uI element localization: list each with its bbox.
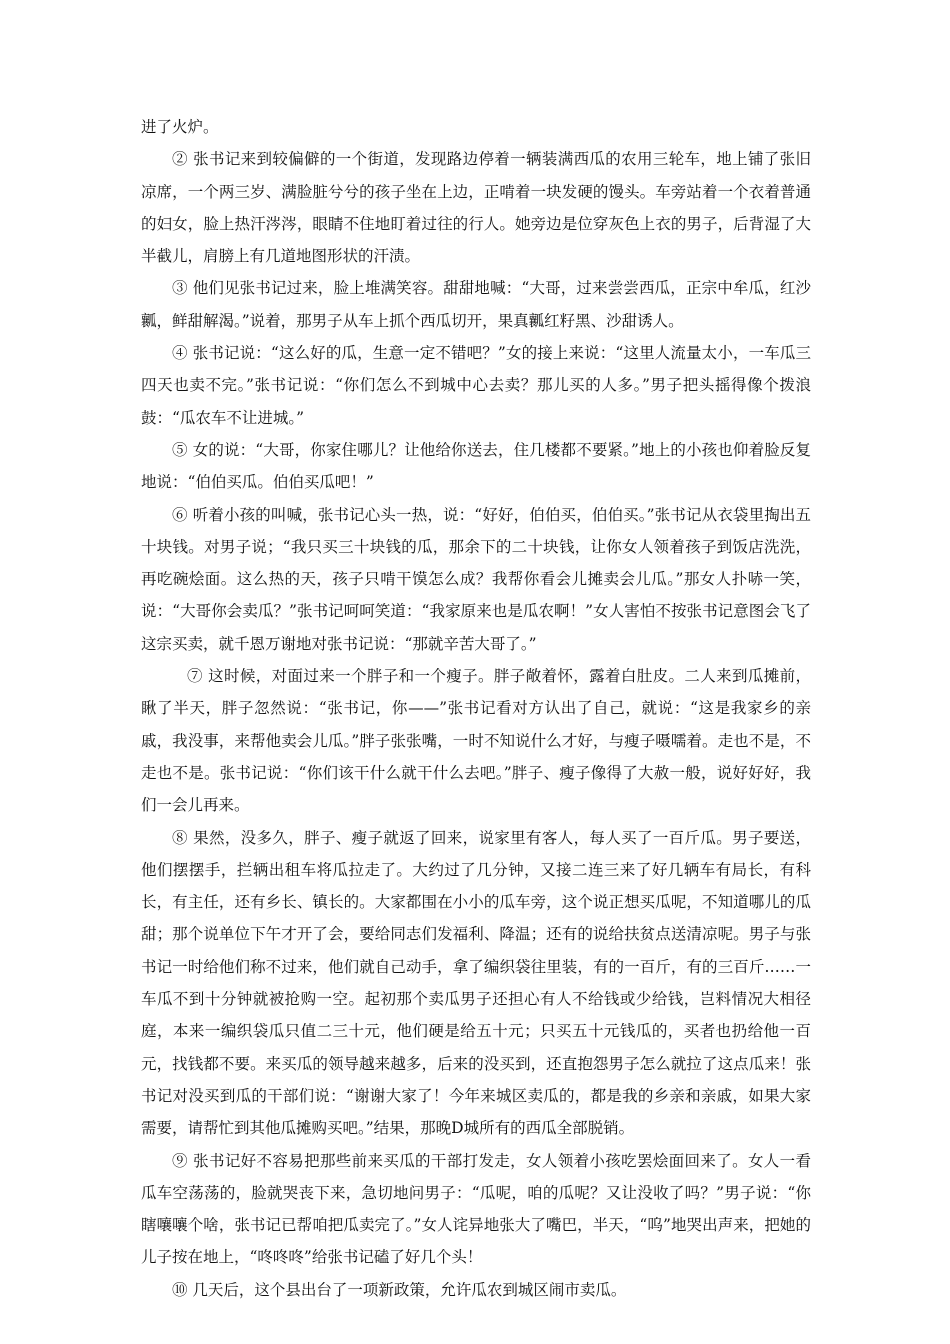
paragraph-3: ③ 他们见张书记过来，脸上堆满笑容。甜甜地喊：“大哥，过来尝尝西瓜，正宗中牟瓜，红沙瓤，鲜甜解渴。”说着，那男子从车上抓个西瓜切开，果真瓤红籽黑、沙甜诱人。 — [141, 279, 811, 330]
paragraph-continuation: 进了火炉。 — [141, 118, 219, 136]
story-text — [141, 111, 811, 1306]
paragraph-8: ⑧ 果然，没多久，胖子、瘦子就返了回来，说家里有客人，每人买了一百斤瓜。男子要送，他们摆摆手，拦辆出租车将瓜拉走了。大约过了几分钟，又接二连三来了好几辆车有局长，有科长，有主任，还有乡长、镇长的。大家都围在小小的瓜车旁，这个说正想买瓜呢，不知道哪儿的瓜甜；那个说单位下午才开了会，要给同志们发福利、降温；还有的说给扶贫点送清凉呢。男子与张书记一时给他们称不过来，他们就自己动手，拿了编织袋往里装，有的一百斤，有的三百斤……一车瓜不到十分钟就被抢购一空。起初那个卖瓜男子还担心有人不给钱或少给钱，岂料情况大相径庭，本来一编织袋瓜只值二三十元，他们硬是给五十元；只买五十元钱瓜的，买者也扔给他一百元，找钱都不要。来买瓜的领导越来越多，后来的没买到，还直抱怨男子怎么就拉了这点瓜来！张书记对没买到瓜的干部们说：“谢谢大家了！今年来城区卖瓜的，都是我的乡亲和亲戚，如果大家需要，请帮忙到其他瓜摊购买吧。”结果，那晚D城所有的西瓜全部脱销。 — [141, 828, 811, 1138]
paragraph-9: ⑨ 张书记好不容易把那些前来买瓜的干部打发走，女人领着小孩吃罢烩面回来了。女人一看瓜车空荡荡的，脸就哭丧下来，急切地问男子：“瓜呢，咱的瓜呢？又让没收了吗？”男子说：“你瞎嚷嚷个啥，张书记已帮咱把瓜卖完了。”女人诧异地张大了嘴巴，半天，“呜”地哭出声来，把她的儿子按在地上，“咚咚咚”给张书记磕了好几个头！ — [141, 1151, 811, 1267]
paragraph-6: ⑥ 听着小孩的叫喊，张书记心头一热，说：“好好，伯伯买，伯伯买。”张书记从衣袋里掏出五十块钱。对男子说；“我只买三十块钱的瓜，那余下的二十块钱，让你女人领着孩子到饭店洗洗，再吃碗烩面。这么热的天，孩子只啃干馍怎么成？我帮你看会儿摊卖会儿瓜。”那女人扑哧一笑，说：“大哥你会卖瓜？”张书记呵呵笑道：“我家原来也是瓜农啊！”女人害怕不按张书记意图会飞了这宗买卖，就千恩万谢地对张书记说：“那就辛苦大哥了。” — [141, 505, 811, 653]
paragraph-4: ④ 张书记说：“这么好的瓜，生意一定不错吧？”女的接上来说：“这里人流量太小，一车瓜三四天也卖不完。”张书记说：“你们怎么不到城中心去卖？那儿买的人多。”男子把头摇得像个拨浪鼓：“瓜农车不让进城。” — [141, 344, 811, 427]
paragraph-10: ⑩ 几天后，这个县出台了一项新政策，允许瓜农到城区闹市卖瓜。 — [172, 1280, 627, 1299]
paragraph-5: ⑤ 女的说：“大哥，你家住哪儿？让他给你送去，住几楼都不要紧。”地上的小孩也仰着脸反复地说：“伯伯买瓜。伯伯买瓜吧！” — [141, 440, 811, 492]
paragraph-2: ② 张书记来到较偏僻的一个街道，发现路边停着一辆装满西瓜的农用三轮车，地上铺了张旧凉席，一个两三岁、满脸脏兮兮的孩子坐在上边，正啃着一块发硬的馒头。车旁站着一个衣着普通的妇女，脸上热汗涔涔，眼睛不住地盯着过往的行人。她旁边是位穿灰色上衣的男子，后背湿了大半截儿，肩膀上有几道地图形状的汗渍。 — [141, 150, 811, 266]
paragraph-7: ⑦ 这时候，对面过来一个胖子和一个瘦子。胖子敞着怀，露着白肚皮。二人来到瓜摊前，瞅了半天，胖子忽然说：“张书记，你——”张书记看对方认出了自己，就说：“这是我家乡的亲戚，我没事，来帮他卖会儿瓜。”胖子张张嘴，一时不知说什么才好，与瘦子嗫嚅着。走也不是，不走也不是。张书记说：“你们该干什么就干什么去吧。”胖子、瘦子像得了大赦一般，说好好好，我们一会儿再来。 — [141, 667, 811, 815]
